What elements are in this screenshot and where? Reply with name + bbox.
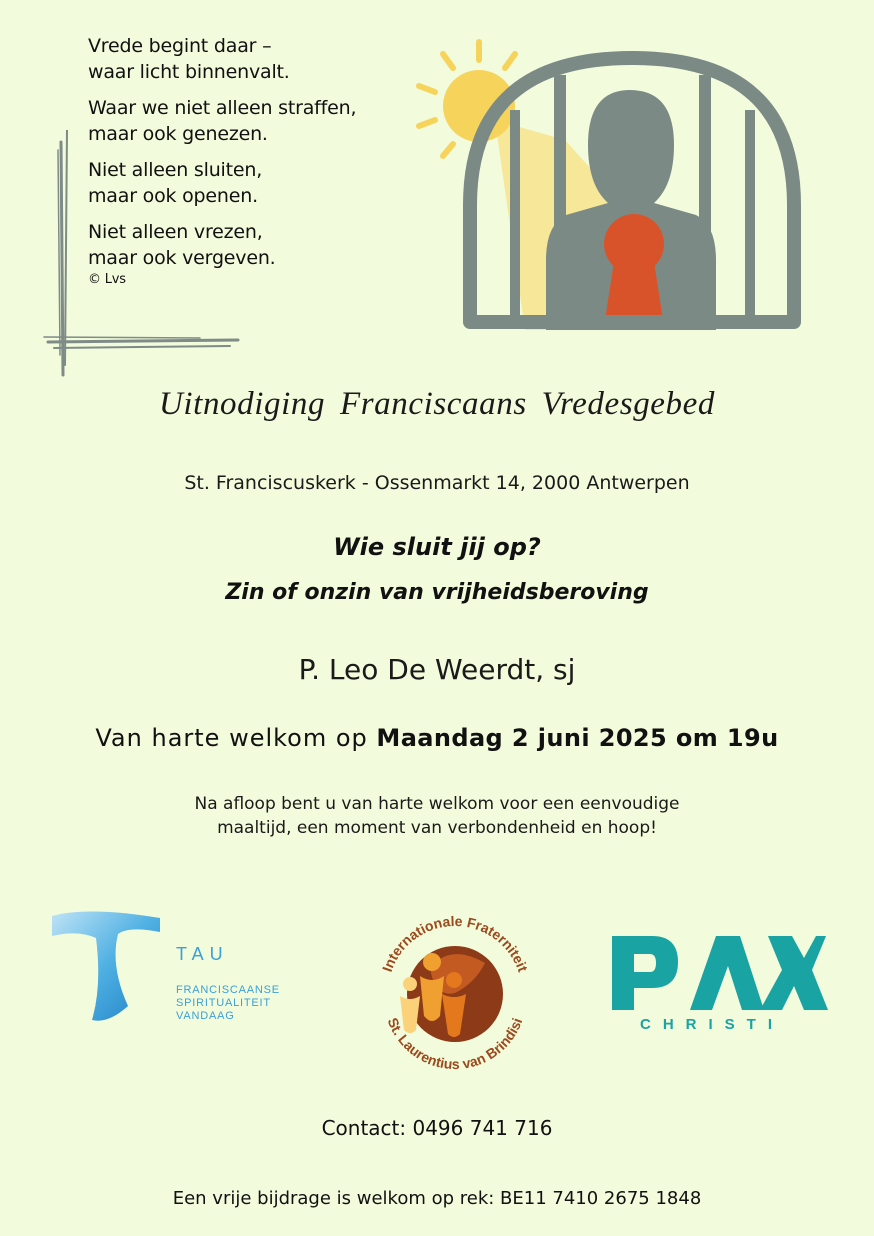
tau-logo	[48, 906, 298, 1036]
event-address: St. Franciscuskerk - Ossenmarkt 14, 2000 Antwerpen	[184, 472, 690, 494]
pax-christi-logo	[608, 932, 828, 1042]
tau-subtitle-line: VANDAAG	[176, 1010, 235, 1022]
afterwards-line-2: maaltijd, een moment van verbondenheid en hoop!	[217, 818, 657, 838]
poem-line: Niet alleen sluiten,	[88, 159, 263, 181]
poem-stanza-3	[88, 157, 408, 209]
afterwards-note	[0, 792, 874, 840]
event-speaker: P. Leo De Weerdt, sj	[298, 653, 576, 686]
poem-copyright: © Lvs	[88, 272, 126, 287]
poem	[88, 33, 408, 297]
pax-wordmark-icon	[608, 932, 828, 1014]
tau-name: TAU	[176, 944, 229, 964]
contact-phone: Contact: 0496 741 716	[321, 1116, 553, 1140]
tau-subtitle	[176, 984, 280, 1023]
donation-account: Een vrije bijdrage is welkom op rek: BE11 7410 2675 1848	[172, 1188, 702, 1209]
poem-line: Waar we niet alleen straffen,	[88, 97, 357, 119]
poem-stanza-4	[88, 219, 408, 271]
poem-line: maar ook genezen.	[88, 123, 268, 145]
tau-subtitle-line: SPIRITUALITEIT	[176, 997, 271, 1009]
event-subtitle: Zin of onzin van vrijheidsberoving	[225, 580, 649, 605]
poem-line: maar ook vergeven.	[88, 247, 276, 269]
afterwards-line-1: Na afloop bent u van harte welkom voor een eenvoudige	[194, 794, 680, 814]
poem-stanza-1	[88, 33, 408, 85]
tau-subtitle-line: FRANCISCAANSE	[176, 984, 280, 996]
event-date: Maandag 2 juni 2025 om 19u	[376, 724, 779, 752]
event-title: Uitnodiging Franciscaans Vredesgebed	[158, 386, 715, 422]
fraterniteit-bottom-text: St. Laurentius van Brindisi	[384, 1015, 526, 1073]
fraterniteit-top-text: Internationale Fraterniteit	[378, 912, 532, 974]
poem-stanza-2	[88, 95, 408, 147]
tau-t-icon	[48, 906, 168, 1031]
poem-line: Vrede begint daar –	[88, 35, 272, 57]
poem-line: waar licht binnenvalt.	[88, 61, 290, 83]
prisoner-behind-bars-with-sun-icon	[405, 30, 815, 335]
event-welcome	[0, 724, 874, 752]
poem-line: Niet alleen vrezen,	[88, 221, 263, 243]
welcome-prefix: Van harte welkom op	[95, 724, 368, 752]
pax-christi-subtext: CHRISTI	[640, 1016, 784, 1033]
event-question: Wie sluit jij op?	[333, 533, 541, 561]
poem-line: maar ook openen.	[88, 185, 258, 207]
fraterniteit-logo	[370, 898, 540, 1076]
